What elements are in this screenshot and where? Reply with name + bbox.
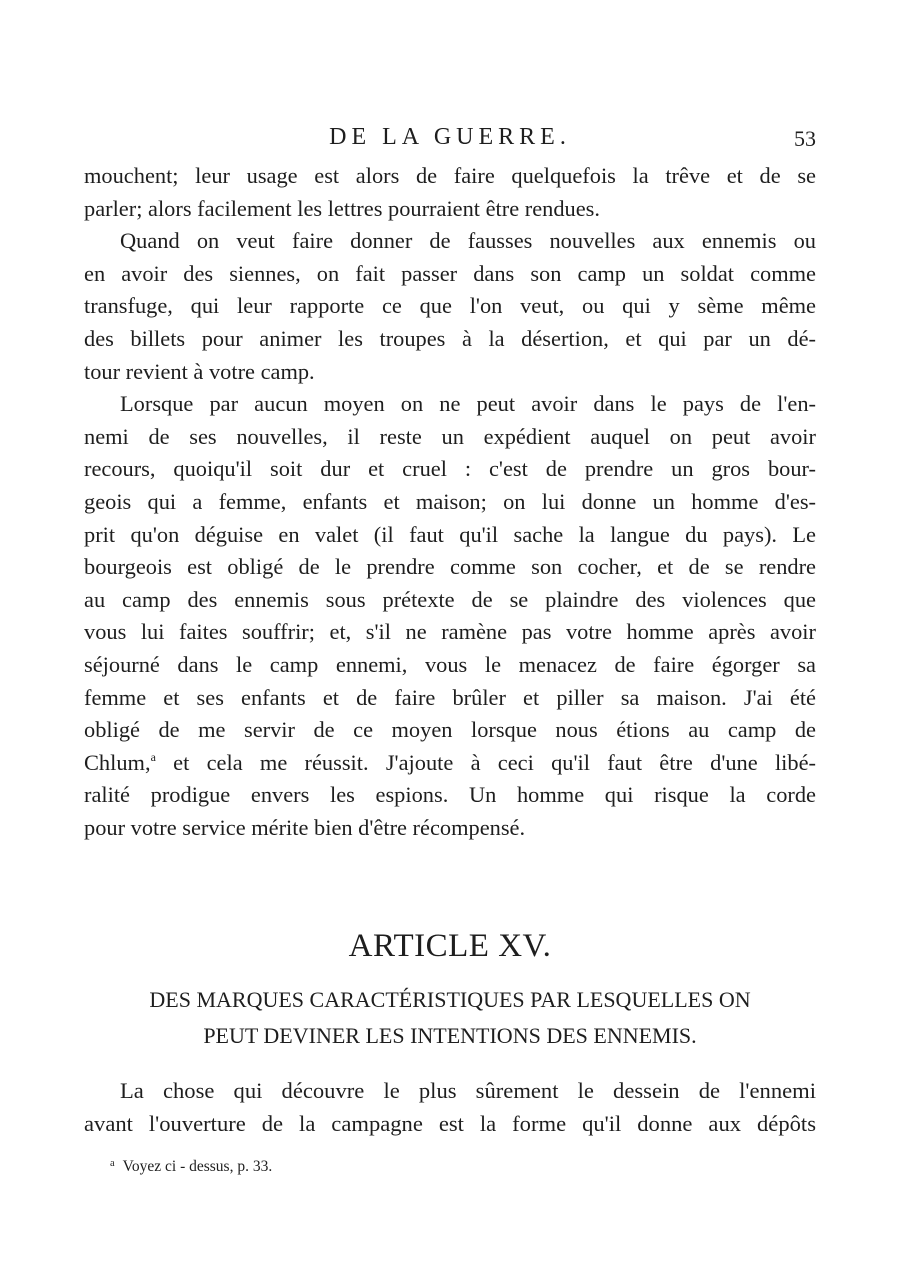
text-line: ralité prodigue envers les espions. Un homme qui risque la corde bbox=[84, 782, 816, 808]
text-line: vous lui faites souffrir; et, s'il ne ramène pas votre homme après avoir bbox=[84, 619, 816, 645]
page-number: 53 bbox=[794, 126, 816, 151]
text-line: nemi de ses nouvelles, il reste un expédient auquel on peut avoir bbox=[84, 423, 816, 449]
text-line: mouchent; leur usage est alors de faire quelquefois la trêve et de se bbox=[84, 163, 816, 188]
chlum-line-rest: et cela me réussit. J'ajoute à ceci qu'il faut être d'une libé- bbox=[155, 749, 816, 775]
article-text bbox=[84, 1074, 816, 1140]
article-subtitle-line: PEUT DEVINER LES INTENTIONS DES ENNEMIS. bbox=[203, 1023, 697, 1048]
running-title: DE LA GUERRE. bbox=[329, 124, 571, 150]
text-line: parler; alors facilement les lettres pourraient être rendues. bbox=[84, 195, 600, 221]
text-line: en avoir des siennes, on fait passer dans son camp un soldat comme bbox=[84, 260, 816, 286]
text-line: tour revient à votre camp. bbox=[84, 358, 315, 384]
article-heading: ARTICLE XV. bbox=[348, 928, 552, 964]
text-line: La chose qui découvre le plus sûrement le dessein de l'ennemi bbox=[120, 1078, 816, 1103]
footnote-mark: a bbox=[110, 1158, 115, 1169]
text-line: prit qu'on déguise en valet (il faut qu'il sache la langue du pays). Le bbox=[84, 521, 816, 547]
footnote bbox=[110, 1152, 272, 1179]
text-line: séjourné dans le camp ennemi, vous le menacez de faire égorger sa bbox=[84, 651, 816, 677]
text-line: pour votre service mérite bien d'être récompensé. bbox=[84, 814, 526, 840]
article-subtitle-line: DES MARQUES CARACTÉRISTIQUES PAR LESQUELLES ON bbox=[149, 987, 751, 1012]
chlum-word: Chlum, bbox=[84, 749, 151, 775]
text-line: bourgeois est obligé de le prendre comme son cocher, et de se rendre bbox=[84, 554, 816, 580]
text-line: au camp des ennemis sous prétexte de se plaindre des violences que bbox=[84, 586, 816, 612]
text-line-with-footnote-ref bbox=[84, 747, 816, 780]
text-line: des billets pour animer les troupes à la désertion, et qui par un dé- bbox=[84, 325, 816, 351]
footnote-text: Voyez ci - dessus, p. 33. bbox=[122, 1158, 273, 1175]
text-line: Lorsque par aucun moyen on ne peut avoir dans le pays de l'en- bbox=[120, 391, 816, 417]
text-line: femme et ses enfants et de faire brûler et piller sa maison. J'ai été bbox=[84, 684, 816, 710]
running-head bbox=[84, 120, 816, 154]
footnote-reference[interactable]: a bbox=[150, 749, 156, 764]
article-subtitle bbox=[84, 982, 816, 1054]
body-text bbox=[84, 160, 816, 844]
text-line: Quand on veut faire donner de fausses nouvelles aux ennemis ou bbox=[120, 228, 816, 254]
text-line: avant l'ouverture de la campagne est la forme qu'il donne aux dépôts bbox=[84, 1111, 816, 1136]
text-line: recours, quoiqu'il soit dur et cruel : c'est de prendre un gros bour- bbox=[84, 456, 816, 482]
text-line: geois qui a femme, enfants et maison; on lui donne un homme d'es- bbox=[84, 488, 816, 514]
text-line: obligé de me servir de ce moyen lorsque nous étions au camp de bbox=[84, 717, 816, 743]
text-line: transfuge, qui leur rapporte ce que l'on veut, ou qui y sème même bbox=[84, 293, 816, 319]
